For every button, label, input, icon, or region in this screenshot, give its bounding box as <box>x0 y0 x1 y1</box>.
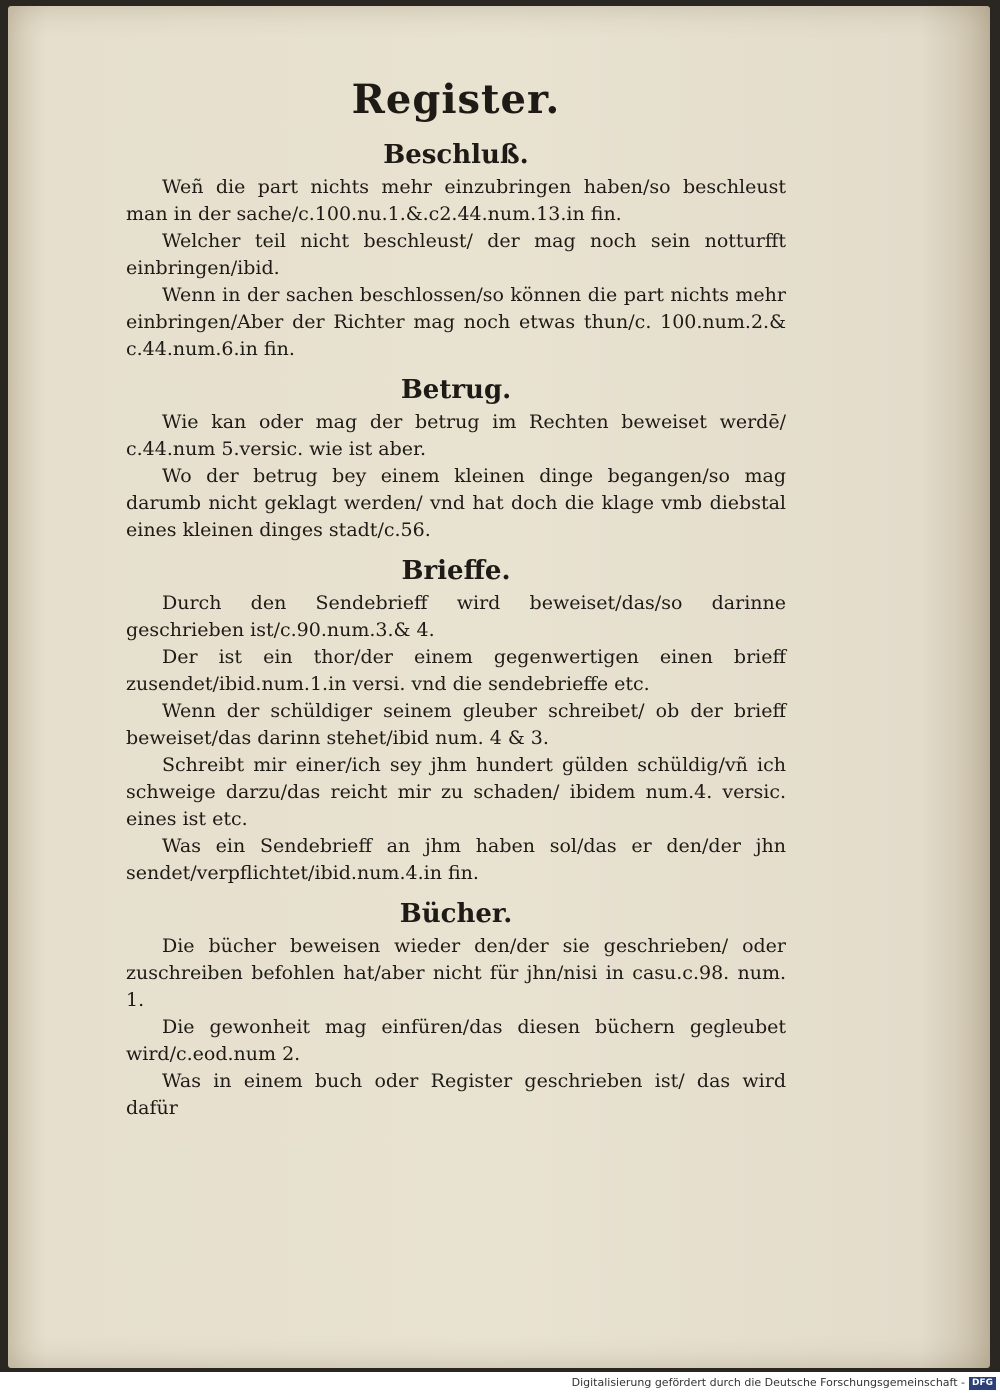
section-heading: Brieffe. <box>401 556 511 586</box>
section-heading: Beschluß. <box>383 140 529 170</box>
entry: Schreibt mir einer/ich sey jhm hundert gülden schüldig/vñ ich schweige darzu/das reicht mir zu schaden/ ibidem num.4. versic. eines ist etc. <box>126 754 786 830</box>
dfg-logo: DFG <box>969 1377 996 1390</box>
entry: Was in einem buch oder Register geschrieben ist/ das wird dafür <box>126 1070 786 1119</box>
footer-text: Digitalisierung gefördert durch die Deutsche Forschungsgemeinschaft - <box>571 1376 965 1389</box>
entry: Wenn in der sachen beschlossen/so können die part nichts mehr einbringen/Aber der Richter mag noch etwas thun/c. 100.num.2.& c.44.num.6.in fin. <box>126 284 786 360</box>
section-betrug <box>126 373 786 544</box>
section-beschluss <box>126 138 786 363</box>
entry: Weñ die part nichts mehr einzubringen haben/so beschleust man in der sache/c.100.nu.1.&.c2.44.num.13.in fin. <box>126 176 786 225</box>
section-heading: Betrug. <box>400 375 512 405</box>
digitization-footer <box>0 1372 1000 1393</box>
section-buecher <box>126 897 786 1122</box>
page-text <box>126 68 786 1122</box>
entry: Der ist ein thor/der einem gegenwertigen einen brieff zusendet/ibid.num.1.in versi. vnd die sendebrieffe etc. <box>126 646 786 695</box>
entry: Was ein Sendebrieff an jhm haben sol/das er den/der jhn sendet/verpflichtet/ibid.num.4.in fin. <box>126 835 786 884</box>
entry: Durch den Sendebrieff wird beweiset/das/so darinne geschrieben ist/c.90.num.3.& 4. <box>126 592 786 641</box>
entry: Wenn der schüldiger seinem gleuber schreibet/ ob der brieff beweiset/das darinn stehet/ibid num. 4 & 3. <box>126 700 786 749</box>
entry: Wo der betrug bey einem kleinen dinge begangen/so mag darumb nicht geklagt werden/ vnd hat doch die klage vmb diebstal eines kleinen dinges stadt/c.56. <box>126 465 786 541</box>
entry: Wie kan oder mag der betrug im Rechten beweiset werdē/ c.44.num 5.versic. wie ist aber. <box>126 411 786 460</box>
section-brieffe <box>126 554 786 887</box>
page-title: Register. <box>351 76 561 123</box>
entry: Die bücher beweisen wieder den/der sie geschrieben/ oder zuschreiben befohlen hat/aber nicht für jhn/nisi in casu.c.98. num. 1. <box>126 935 786 1011</box>
section-heading: Bücher. <box>399 899 513 929</box>
entry: Welcher teil nicht beschleust/ der mag noch sein notturfft einbringen/ibid. <box>126 230 786 279</box>
book-page <box>8 6 990 1368</box>
entry: Die gewonheit mag einfüren/das diesen büchern gegleubet wird/c.eod.num 2. <box>126 1016 786 1065</box>
